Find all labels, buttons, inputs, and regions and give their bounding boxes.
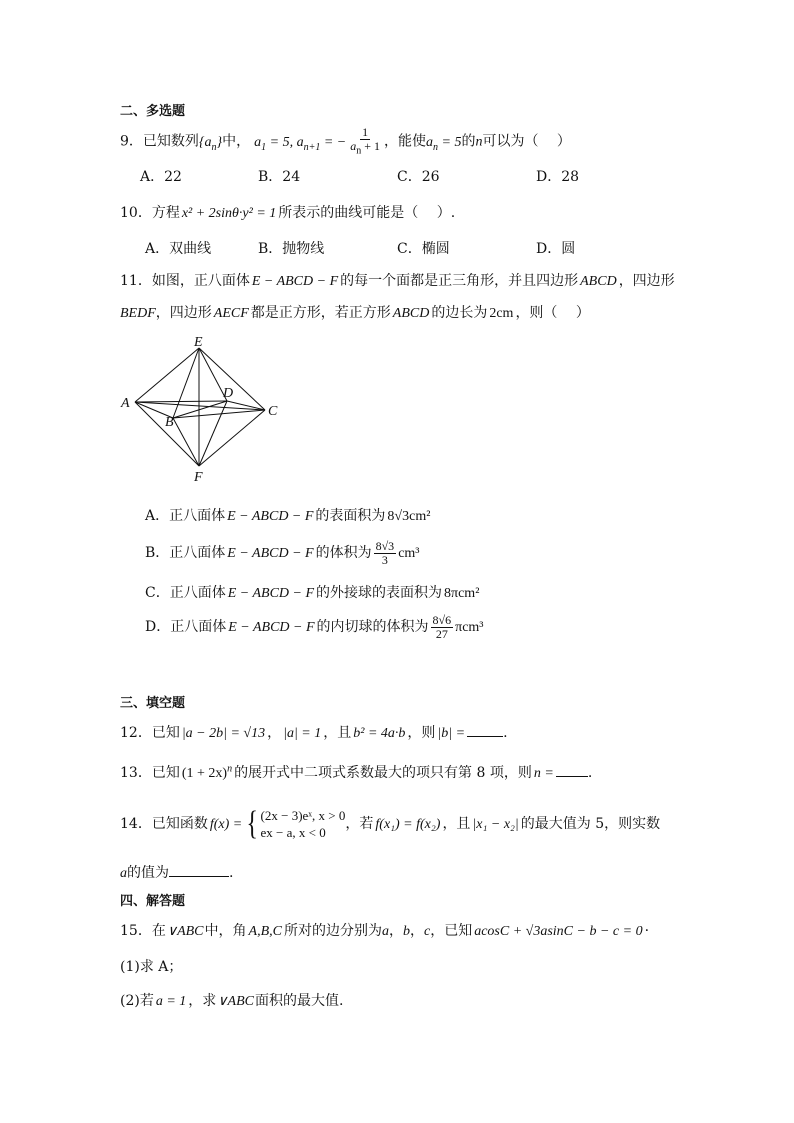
section-title-answer: 四、解答题	[120, 894, 186, 909]
label-A: A	[121, 396, 130, 411]
edge-AF	[135, 402, 199, 466]
question-12: 12．已知 |a − 2b| = √13 ， |a| = 1 ，且 b² = 4a·b ，则 |b| = .	[120, 725, 508, 741]
piecewise-cases: (2x − 3)eˣ, x > 0 ex − a, x < 0	[260, 808, 346, 840]
question-number: 10．	[120, 205, 152, 221]
answer-blank	[169, 876, 229, 877]
edge-BF	[173, 418, 199, 466]
option-d: D．圆	[536, 241, 576, 257]
question-11-line-2: BEDF，四边形 AECF 都是正方形，若正方形 ABCD 的边长为 2cm ，则（ ）	[120, 305, 590, 321]
question-14-line-2: a的值为 .	[120, 865, 234, 881]
math-expr: $\{a_n\}$	[198, 134, 223, 153]
label-C: C	[268, 404, 278, 419]
option-a: A．双曲线	[145, 241, 212, 257]
option-b: B．24	[258, 169, 301, 185]
question-number: 14．	[120, 816, 152, 832]
option-c: C．26	[397, 169, 440, 185]
edge-CF	[199, 410, 265, 466]
question-14-line-1: 14．已知函数 f(x) = { (2x − 3)eˣ, x > 0 ex − a, x < 0 ，若 f(x₁) = f(x₂) ，且 |x₁ − x₂| 的最大值为 5，则实数	[120, 805, 661, 842]
fraction: $\frac{1}{a_n + 1}$	[350, 125, 381, 157]
fraction: $\frac{8√6}{27}$	[432, 612, 452, 641]
edge-DF	[199, 401, 227, 466]
option-b: B．抛物线	[258, 241, 325, 257]
question-10: 10．方程 x² + 2sinθ·y² = 1 所表示的曲线可能是（ ）.	[120, 205, 456, 221]
option-a: A．正八面体 E − ABCD − F 的表面积为 8√3cm²	[145, 508, 431, 524]
octahedron-figure	[115, 330, 290, 485]
fraction: $\frac{8√3}{3}$	[375, 538, 395, 567]
question-15: 15．在∨ABC中，角 A,B,C 所对的边分别为a，b，c，已知 acosC + √3asinC − b − c = 0 ·	[120, 923, 650, 939]
question-15-part-2: (2)若 a = 1 ，求∨ABC面积的最大值.	[120, 993, 344, 1009]
diagonal-AC	[135, 402, 265, 410]
edge-AD	[135, 401, 227, 402]
option-d: D．正八面体 E − ABCD − F 的内切球的体积为 $\frac{8√6}{27}$ πcm³	[145, 612, 484, 641]
question-number: 15．	[120, 923, 152, 939]
label-E: E	[194, 335, 203, 350]
answer-blank	[467, 736, 503, 737]
label-D: D	[223, 386, 234, 401]
question-15-part-1: (1)求 A；	[120, 959, 183, 975]
math-expr: $a_n = 5$	[426, 134, 462, 153]
option-d: D．28	[536, 169, 580, 185]
math-expr: x² + 2sinθ·y² = 1	[181, 206, 277, 221]
label-B: B	[165, 415, 174, 430]
math-expr: $a_1 = 5$, $a_{n+1}$ = −	[254, 134, 347, 153]
question-13: 13．已知 $(1 + 2x)^n$ 的展开式中二项式系数最大的项只有第 8 项，则 n = .	[120, 763, 593, 781]
question-number: 11．	[120, 273, 152, 289]
option-c: C．正八面体 E − ABCD − F 的外接球的表面积为 8πcm²	[145, 585, 480, 601]
option-a: A．22	[140, 169, 182, 185]
option-c: C．椭圆	[397, 241, 450, 257]
question-number: 13．	[120, 765, 152, 781]
question-number: 12．	[120, 725, 152, 741]
section-title-fill-in: 三、填空题	[120, 696, 186, 711]
answer-blank	[556, 776, 588, 777]
question-number: 9．	[120, 133, 143, 150]
section-title-multiple-choice: 二、多选题	[120, 104, 186, 119]
label-F: F	[194, 470, 203, 485]
question-11-line-1: 11．如图，正八面体 E − ABCD − F 的每一个面都是正三角形，并且四边形 ABCD ，四边形	[120, 273, 675, 289]
question-9: 9．已知数列$\{a_n\}$中， $a_1 = 5$, $a_{n+1}$ = − $\frac{1}{a_n + 1}$ ，能使$a_n = 5$的n可以为（ ）	[120, 125, 571, 157]
option-b: B．正八面体 E − ABCD − F 的体积为 $\frac{8√3}{3}$ cm³	[145, 538, 420, 567]
